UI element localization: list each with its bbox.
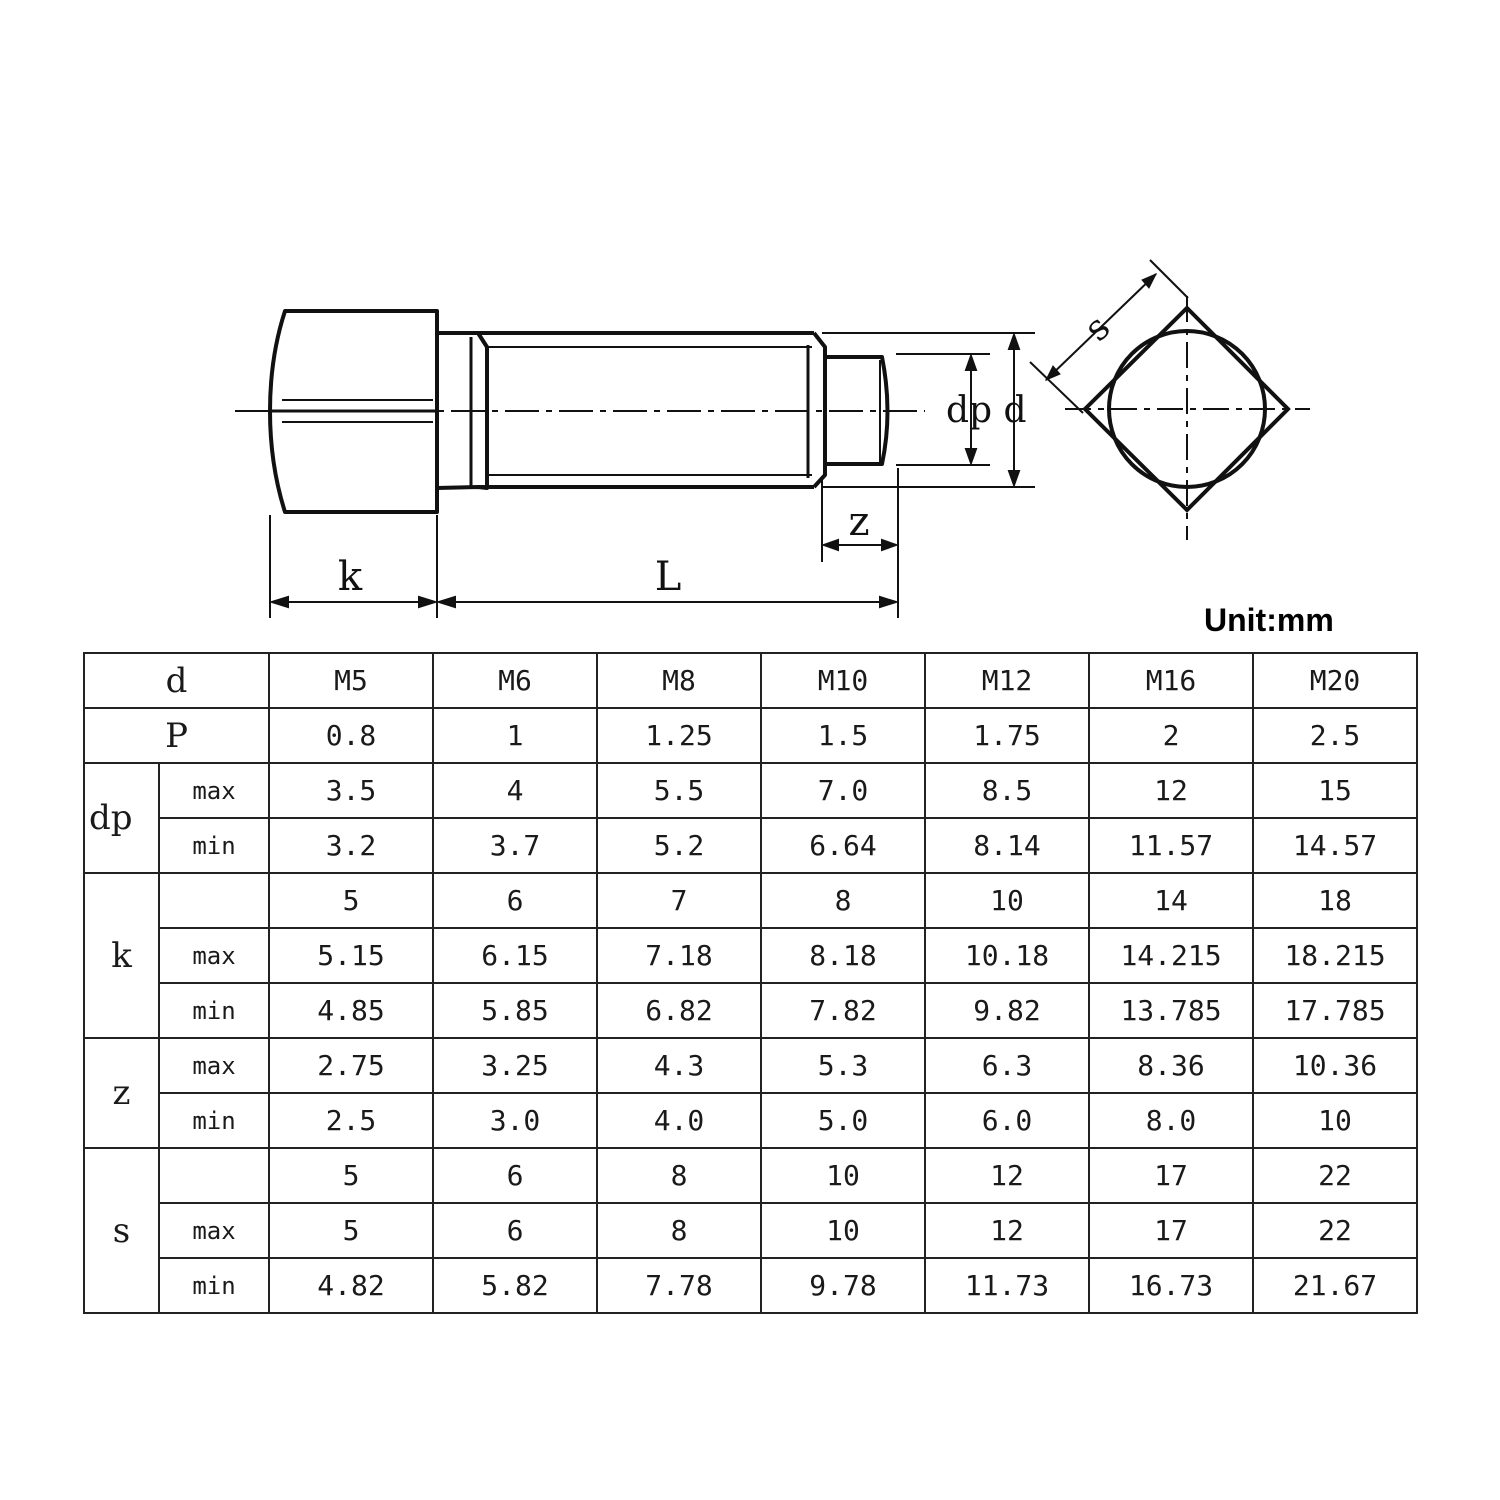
param-label-dp: dp	[84, 763, 159, 873]
sub-label-cell: min	[159, 1258, 269, 1313]
value-cell: 6.82	[597, 983, 761, 1038]
value-cell: 12	[925, 1203, 1089, 1258]
value-cell: 8.18	[761, 928, 925, 983]
value-cell: 9.78	[761, 1258, 925, 1313]
value-cell: 2.75	[269, 1038, 433, 1093]
dp-dimension-label: dp	[945, 390, 993, 431]
table-row-z-min	[84, 1093, 1417, 1148]
value-cell: 4.0	[597, 1093, 761, 1148]
value-cell: 6.64	[761, 818, 925, 873]
value-cell: 5.15	[269, 928, 433, 983]
value-cell: 3.5	[269, 763, 433, 818]
value-cell: 3.0	[433, 1093, 597, 1148]
size-header-cell: M5	[269, 653, 433, 708]
pitch-value-cell: 2	[1089, 708, 1253, 763]
table-row-dp-min	[84, 818, 1417, 873]
value-cell: 3.25	[433, 1038, 597, 1093]
pitch-value-cell: 1.25	[597, 708, 761, 763]
value-cell: 21.67	[1253, 1258, 1417, 1313]
size-header-cell: M10	[761, 653, 925, 708]
size-header-cell: M16	[1089, 653, 1253, 708]
length-dimension-label: L	[654, 554, 682, 600]
sub-label-cell	[159, 1148, 269, 1203]
table-row-s-max	[84, 1203, 1417, 1258]
pitch-value-cell: 1.5	[761, 708, 925, 763]
table-row-dp-max	[84, 763, 1417, 818]
sub-label-cell: max	[159, 1038, 269, 1093]
spec-table-body	[84, 653, 1417, 1313]
z-dimension-label: z	[848, 499, 870, 545]
table-row-k-nominal	[84, 873, 1417, 928]
value-cell: 10	[925, 873, 1089, 928]
value-cell: 6.0	[925, 1093, 1089, 1148]
sub-label-cell: min	[159, 983, 269, 1038]
value-cell: 10.18	[925, 928, 1089, 983]
value-cell: 10	[761, 1148, 925, 1203]
value-cell: 4.3	[597, 1038, 761, 1093]
value-cell: 22	[1253, 1203, 1417, 1258]
dimension-spec-table	[83, 652, 1418, 1314]
sub-label-cell: max	[159, 928, 269, 983]
value-cell: 12	[925, 1148, 1089, 1203]
s-dimension-label: s	[1076, 307, 1119, 350]
unit-label: Unit:mm	[1204, 602, 1334, 638]
value-cell: 3.2	[269, 818, 433, 873]
sub-label-cell: min	[159, 1093, 269, 1148]
value-cell: 11.57	[1089, 818, 1253, 873]
value-cell: 7	[597, 873, 761, 928]
value-cell: 5.0	[761, 1093, 925, 1148]
sub-label-cell: max	[159, 763, 269, 818]
value-cell: 6.15	[433, 928, 597, 983]
size-header-cell: M20	[1253, 653, 1417, 708]
value-cell: 5	[269, 1148, 433, 1203]
value-cell: 10	[761, 1203, 925, 1258]
value-cell: 10.36	[1253, 1038, 1417, 1093]
value-cell: 5	[269, 1203, 433, 1258]
value-cell: 18.215	[1253, 928, 1417, 983]
value-cell: 5	[269, 873, 433, 928]
k-dimension-label: k	[337, 554, 363, 600]
size-header-cell: M12	[925, 653, 1089, 708]
value-cell: 8.0	[1089, 1093, 1253, 1148]
sub-label-cell: min	[159, 818, 269, 873]
value-cell: 4.85	[269, 983, 433, 1038]
value-cell: 14.57	[1253, 818, 1417, 873]
value-cell: 17	[1089, 1148, 1253, 1203]
value-cell: 6	[433, 873, 597, 928]
header-d-label: d	[84, 653, 269, 708]
param-label-z: z	[84, 1038, 159, 1148]
value-cell: 17	[1089, 1203, 1253, 1258]
value-cell: 5.85	[433, 983, 597, 1038]
value-cell: 7.0	[761, 763, 925, 818]
table-row-z-max	[84, 1038, 1417, 1093]
end-view	[1030, 260, 1310, 540]
value-cell: 11.73	[925, 1258, 1089, 1313]
pitch-value-cell: 1	[433, 708, 597, 763]
value-cell: 8.36	[1089, 1038, 1253, 1093]
value-cell: 7.18	[597, 928, 761, 983]
table-row-pitch	[84, 708, 1417, 763]
pitch-label: P	[84, 708, 269, 763]
value-cell: 3.7	[433, 818, 597, 873]
value-cell: 6.3	[925, 1038, 1089, 1093]
value-cell: 12	[1089, 763, 1253, 818]
value-cell: 8	[761, 873, 925, 928]
bolt-technical-drawing	[0, 0, 1500, 640]
size-header-cell: M8	[597, 653, 761, 708]
table-row-k-min	[84, 983, 1417, 1038]
value-cell: 16.73	[1089, 1258, 1253, 1313]
value-cell: 8.14	[925, 818, 1089, 873]
value-cell: 14	[1089, 873, 1253, 928]
value-cell: 15	[1253, 763, 1417, 818]
value-cell: 4	[433, 763, 597, 818]
value-cell: 18	[1253, 873, 1417, 928]
table-row-k-max	[84, 928, 1417, 983]
value-cell: 8	[597, 1148, 761, 1203]
value-cell: 14.215	[1089, 928, 1253, 983]
param-label-s: s	[84, 1148, 159, 1313]
value-cell: 4.82	[269, 1258, 433, 1313]
param-label-k: k	[84, 873, 159, 1038]
value-cell: 8.5	[925, 763, 1089, 818]
table-row-s-min	[84, 1258, 1417, 1313]
size-header-cell: M6	[433, 653, 597, 708]
table-row-s-nominal	[84, 1148, 1417, 1203]
value-cell: 5.3	[761, 1038, 925, 1093]
d-dimension-label: d	[1003, 390, 1027, 431]
value-cell: 9.82	[925, 983, 1089, 1038]
value-cell: 8	[597, 1203, 761, 1258]
value-cell: 5.82	[433, 1258, 597, 1313]
value-cell: 5.2	[597, 818, 761, 873]
value-cell: 7.82	[761, 983, 925, 1038]
value-cell: 13.785	[1089, 983, 1253, 1038]
value-cell: 5.5	[597, 763, 761, 818]
sub-label-cell: max	[159, 1203, 269, 1258]
sub-label-cell	[159, 873, 269, 928]
table-header-row	[84, 653, 1417, 708]
value-cell: 7.78	[597, 1258, 761, 1313]
value-cell: 22	[1253, 1148, 1417, 1203]
pitch-value-cell: 2.5	[1253, 708, 1417, 763]
value-cell: 17.785	[1253, 983, 1417, 1038]
value-cell: 6	[433, 1148, 597, 1203]
value-cell: 2.5	[269, 1093, 433, 1148]
pitch-value-cell: 1.75	[925, 708, 1089, 763]
pitch-value-cell: 0.8	[269, 708, 433, 763]
value-cell: 6	[433, 1203, 597, 1258]
value-cell: 10	[1253, 1093, 1417, 1148]
